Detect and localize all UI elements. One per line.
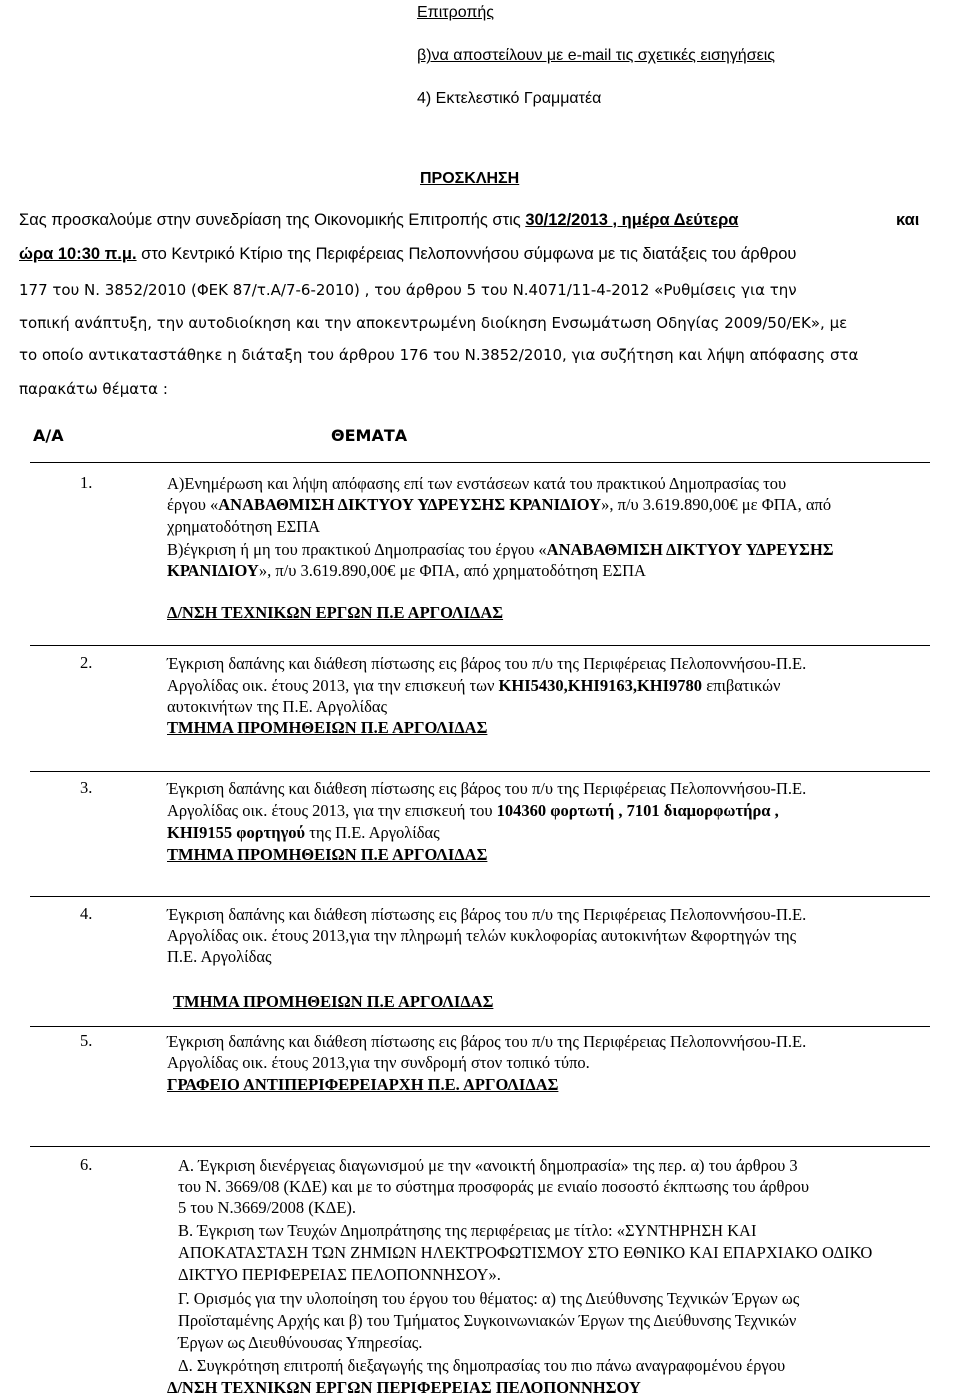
item-4-line-1: Έγκριση δαπάνης και διάθεση πίστωσης εις βάρος του π/υ της Περιφέρειας Πελοποννήσου-Π.Ε. [167,905,807,924]
meeting-date: 30/12/2013 , ημέρα Δεύτερα [525,211,739,229]
item-number: 2. [80,653,93,672]
item-6-g-line-1: Γ. Ορισμός για την υλοποίηση του έργου του θέματος: α) της Διεύθυνσης Τεχνικών Έργων ως [178,1289,800,1308]
text: Β)έγκριση ή μη του πρακτικού Δημοπρασίας του έργου « [167,540,547,559]
item-number: 5. [80,1031,93,1050]
item-6-d-line-1: Δ. Συγκρότηση επιτροπή διεξαγωγής της δημοπρασίας του πιο πάνω αναγραφομένου έργου [178,1356,786,1375]
column-header-aa: Α/Α [33,426,64,445]
item-6-b-line-3: ΔΙΚΤΥΟ ΠΕΡΙΦΕΡΕΙΑΣ ΠΕΛΟΠΟΝΝΗΣΟΥ». [178,1265,501,1284]
text: Αργολίδας οικ. έτους 2013, για την επισκευή του [167,801,497,820]
text: έργου « [167,495,219,514]
text: », π/υ 3.619.890,00€ με ΦΠΑ, από χρηματοδότηση ΕΣΠΑ [258,561,646,580]
vehicle-plates: ΚΗΙ5430,ΚΗΙ9163,ΚΗΙ9780 [498,676,703,695]
invitation-paragraph-line-2 [19,245,796,264]
item-2-department: ΤΜΗΜΑ ΠΡΟΜΗΘΕΙΩΝ Π.Ε ΑΡΓΟΛΙΔΑΣ [167,718,488,737]
row-separator [30,896,930,897]
row-separator [30,645,930,646]
text: », π/υ 3.619.890,00€ με ΦΠΑ, από [601,495,832,514]
item-6-a-line-2: του Ν. 3669/08 (ΚΔΕ) και με το σύστημα προσφοράς με ενιαίο ποσοστό έκπτωσης του άρθρου [178,1177,810,1196]
item-3-department: ΤΜΗΜΑ ΠΡΟΜΗΘΕΙΩΝ Π.Ε ΑΡΓΟΛΙΔΑΣ [167,845,488,864]
header-line-email: β)να αποστείλουν με e-mail τις σχετικές εισηγήσεις [417,47,775,64]
row-separator [30,462,930,463]
item-5-line-2: Αργολίδας οικ. έτους 2013,για την συνδρομή στον τοπικό τύπο. [167,1053,590,1072]
meeting-location: στο Κεντρικό Κτίριο της Περιφέρειας Πελοποννήσου σύμφωνα με τις διατάξεις του άρθρου [136,245,797,263]
item-2-line-1: Έγκριση δαπάνης και διάθεση πίστωσης εις βάρος του π/υ της Περιφέρειας Πελοποννήσου-Π.Ε. [167,654,807,673]
item-number: 3. [80,778,93,797]
item-4-department: ΤΜΗΜΑ ΠΡΟΜΗΘΕΙΩΝ Π.Ε ΑΡΓΟΛΙΔΑΣ [173,992,494,1011]
item-1-line-5 [167,560,646,581]
column-header-themes: ΘΕΜΑΤΑ [331,426,408,445]
row-separator [30,1026,930,1027]
project-name: ΚΡΑΝΙΔΙΟΥ [167,561,259,580]
invitation-paragraph-line-3: 177 του Ν. 3852/2010 (ΦΕΚ 87/τ.Α/7-6-2010) , του άρθρου 5 του Ν.4071/11-4-2012 «Ρυθμίσεις για την [19,281,797,299]
intro-text: Σας προσκαλούμε στην συνεδρίαση της Οικονομικής Επιτροπής στις [19,211,526,229]
invitation-paragraph-line-1 [19,211,934,230]
item-6-a-line-3: 5 του Ν.3669/2008 (ΚΔΕ). [178,1198,357,1217]
row-separator [30,771,930,772]
item-1-line-2 [167,494,831,515]
invitation-title: ΠΡΟΣΚΛΗΣΗ [420,170,520,187]
item-3-line-2 [167,800,779,821]
text: της Π.Ε. Αργολίδας [305,823,440,842]
item-number: 4. [80,904,93,923]
project-name: ΑΝΑΒΑΘΜΙΣΗ ΔΙΚΤΥΟΥ ΥΔΡΕΥΣΗΣ ΚΡΑΝΙΔΙΟΥ [218,495,602,514]
item-6-g-line-2: Προϊσταμένης Αρχής και β) του Τμήματος Συγκοινωνιακών Έργων της Διεύθυνσης Τεχνικών [178,1311,797,1330]
intro-kai: και [896,211,920,229]
item-6-b-line-1: Β. Έγκριση των Τευχών Δημοπράτησης της περιφέρειας με τίτλο: «ΣΥΝΤΗΡΗΣΗ ΚΑΙ [178,1221,757,1240]
meeting-time: ώρα 10:30 π.μ. [19,245,137,263]
item-1-line-4 [167,539,834,560]
invitation-paragraph-line-5: το οποίο αντικαταστάθηκε η διάταξη του άρθρου 176 του Ν.3852/2010, για συζήτηση και λήψη απόφασης στα [19,346,859,364]
item-4-line-2: Αργολίδας οικ. έτους 2013,για την πληρωμή τελών κυκλοφορίας αυτοκινήτων &φορτηγών της [167,926,797,945]
item-5-department: ΓΡΑΦΕΙΟ ΑΝΤΙΠΕΡΙΦΕΡΕΙΑΡΧΗ Π.Ε. ΑΡΓΟΛΙΔΑΣ [167,1075,559,1094]
item-6-g-line-3: Έργων ως Διευθύνουσας Υπηρεσίας. [178,1333,423,1352]
row-separator [30,1146,930,1147]
item-6-a-line-1: Α. Έγκριση διενέργειας διαγωνισμού με την «ανοικτή δημοπρασία» της περ. α) του άρθρου 3 [178,1156,798,1175]
vehicle-list: 104360 φορτωτή , 7101 διαμορφωτήρα , [496,801,779,820]
item-2-line-2 [167,675,781,696]
project-name: ΑΝΑΒΑΘΜΙΣΗ ΔΙΚΤΥΟΥ ΥΔΡΕΥΣΗΣ [546,540,834,559]
item-4-line-3: Π.Ε. Αργολίδας [167,947,272,966]
item-1-line-3: χρηματοδότηση ΕΣΠΑ [167,517,321,536]
item-6-department: Δ/ΝΣΗ ΤΕΧΝΙΚΩΝ ΕΡΓΩΝ ΠΕΡΙΦΕΡΕΙΑΣ ΠΕΛΟΠΟΝΝΗΣΟΥ [167,1378,641,1397]
item-number: 1. [80,473,93,492]
header-line-secretary: 4) Εκτελεστικό Γραμματέα [417,90,602,107]
invitation-paragraph-line-4: τοπική ανάπτυξη, την αυτοδιοίκηση και την αποκεντρωμένη διοίκηση Ενσωμάτωση Οδηγίας 2009/50/ΕΚ», με [19,314,848,332]
item-3-line-1: Έγκριση δαπάνης και διάθεση πίστωσης εις βάρος του π/υ της Περιφέρειας Πελοποννήσου-Π.Ε. [167,779,807,798]
item-1-line-1: Α)Ενημέρωση και λήψη απόφασης επί των ενστάσεων κατά του πρακτικού Δημοπρασίας του [167,474,787,493]
invitation-paragraph-line-6: παρακάτω θέματα : [19,380,168,398]
item-3-line-3 [167,822,440,843]
item-1-department: Δ/ΝΣΗ ΤΕΧΝΙΚΩΝ ΕΡΓΩΝ Π.Ε ΑΡΓΟΛΙΔΑΣ [167,603,504,622]
vehicle-truck: ΚΗΙ9155 φορτηγού [167,823,306,842]
item-2-line-3: αυτοκινήτων της Π.Ε. Αργολίδας [167,697,388,716]
text: Αργολίδας οικ. έτους 2013, για την επισκευή των [167,676,499,695]
item-6-b-line-2: ΑΠΟΚΑΤΑΣΤΑΣΗ ΤΩΝ ΖΗΜΙΩΝ ΗΛΕΚΤΡΟΦΩΤΙΣΜΟΥ ΣΤΟ ΕΘΝΙΚΟ ΚΑΙ ΕΠΑΡΧΙΑΚΟ ΟΔΙΚΟ [178,1243,873,1262]
header-line-committee: Επιτροπής [417,4,495,21]
text: επιβατικών [702,676,781,695]
item-5-line-1: Έγκριση δαπάνης και διάθεση πίστωσης εις βάρος του π/υ της Περιφέρειας Πελοποννήσου-Π.Ε. [167,1032,807,1051]
item-number: 6. [80,1155,93,1174]
